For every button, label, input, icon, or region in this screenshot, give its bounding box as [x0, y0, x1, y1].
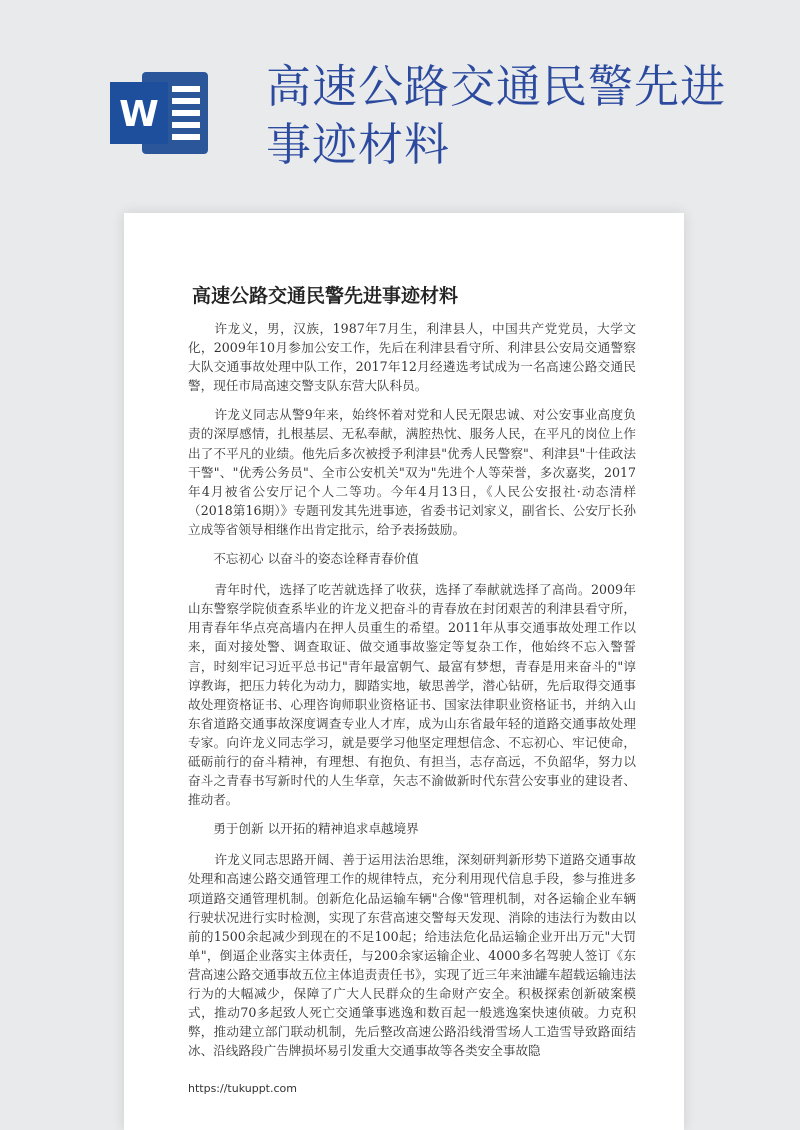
word-icon — [108, 66, 212, 160]
document-title: 高速公路交通民警先进事迹材料 — [192, 285, 459, 307]
banner-title-line2: 事迹材料 — [266, 118, 451, 171]
paragraph-innovation: 许龙义同志思路开阔、善于运用法治思维，深刻研判新形势下道路交通事故处理和高速公路交通管理工作的规律特点，充分利用现代信息手段，参与推进多项道路交通管理机制。创新危化品运输车辆"合像"管理机制，对各运输企业车辆行驶状况进行实时检测，实现了东营高速交警每天发现、消除的违法行为数由以前的1500余起减少到现在的不足100起；给违法危化品运输企业开出万元"大罚单"，倒逼企业落实主体责任，与200余家运输企业、4000多名驾驶人签订《东营高速公路交通事故五位主体追责责任书》，实现了近三年来油罐车超载运输违法行为的大幅减少，保障了广大人民群众的生命财产安全。积极探索创新破案模式，推动70多起致人死亡交通肇事逃逸和数百起一般逃逸案快速侦破。力克积弊，推动建立部门联动机制，先后整改高速公路沿线滑雪场人工造雪导致路面结冰、沿线路段广告牌损坏易引发重大交通事故等各类安全事故隐 — [188, 852, 636, 1059]
banner-title-line1: 高速公路交通民警先进 — [266, 60, 727, 113]
section-heading-1: 不忘初心 以奋斗的姿态诠释青春价值 — [213, 551, 419, 567]
banner-title — [266, 58, 736, 174]
svg-text:W: W — [119, 94, 159, 135]
footer-url: https://tukuppt.com — [188, 1082, 297, 1095]
section-heading-2: 勇于创新 以开拓的精神追求卓越境界 — [213, 821, 419, 837]
document-body — [188, 319, 636, 1070]
paragraph-youth: 青年时代，选择了吃苦就选择了收获，选择了奉献就选择了高尚。2009年山东警察学院侦查系毕业的许龙义把奋斗的青春放在封闭艰苦的利津县看守所，用青春年华点亮高墙内在押人员重生的希望。2011年从事交通事故处理工作以来，面对接处警、调查取证、做交通事故鉴定等复杂工作，他始终不忘入警誓言，时刻牢记习近平总书记"青年最富朝气、最富有梦想，青春是用来奋斗的"谆谆教诲，把压力转化为动力，脚踏实地，敏思善学，潜心钻研，先后取得交通事故处理资格证书、心理咨询师职业资格证书、国家法律职业资格证书，并纳入山东省道路交通事故深度调查专业人才库，成为山东省最年轻的道路交通事故处理专家。向许龙义同志学习，就是要学习他坚定理想信念、不忘初心、牢记使命，砥砺前行的奋斗精神，有理想、有抱负、有担当，志存高远，不负韶华，努力以奋斗之青春书写新时代的人生华章，矢志不渝做新时代东营公安事业的建设者、推动者。 — [188, 582, 636, 808]
paragraph-intro: 许龙义，男，汉族，1987年7月生，利津县人，中国共产党党员，大学文化，2009年10月参加公安工作，先后在利津县看守所、利津县公安局交通警察大队交通事故处理中队工作，2017年12月经遴选考试成为一名高速公路交通民警，现任市局高速交警支队东营大队科员。 — [188, 321, 636, 394]
paragraph-honors: 许龙义同志从警9年来，始终怀着对党和人民无限忠诚、对公安事业高度负责的深厚感情，扎根基层、无私奉献，满腔热忱、服务人民，在平凡的岗位上作出了不平凡的业绩。他先后多次被授予利津县"优秀人民警察"、利津县"十佳政法干警"、"优秀公务员"、全市公安机关"双为"先进个人等荣誉，多次嘉奖，2017年4月被省公安厅记个人二等功。今年4月13日，《人民公安报社·动态清样（2018第16期）》专题刊发其先进事迹，省委书记刘家义，副省长、公安厅长孙立成等省领导相继作出肯定批示，给予表扬鼓励。 — [188, 407, 636, 537]
document-page — [124, 213, 684, 1130]
